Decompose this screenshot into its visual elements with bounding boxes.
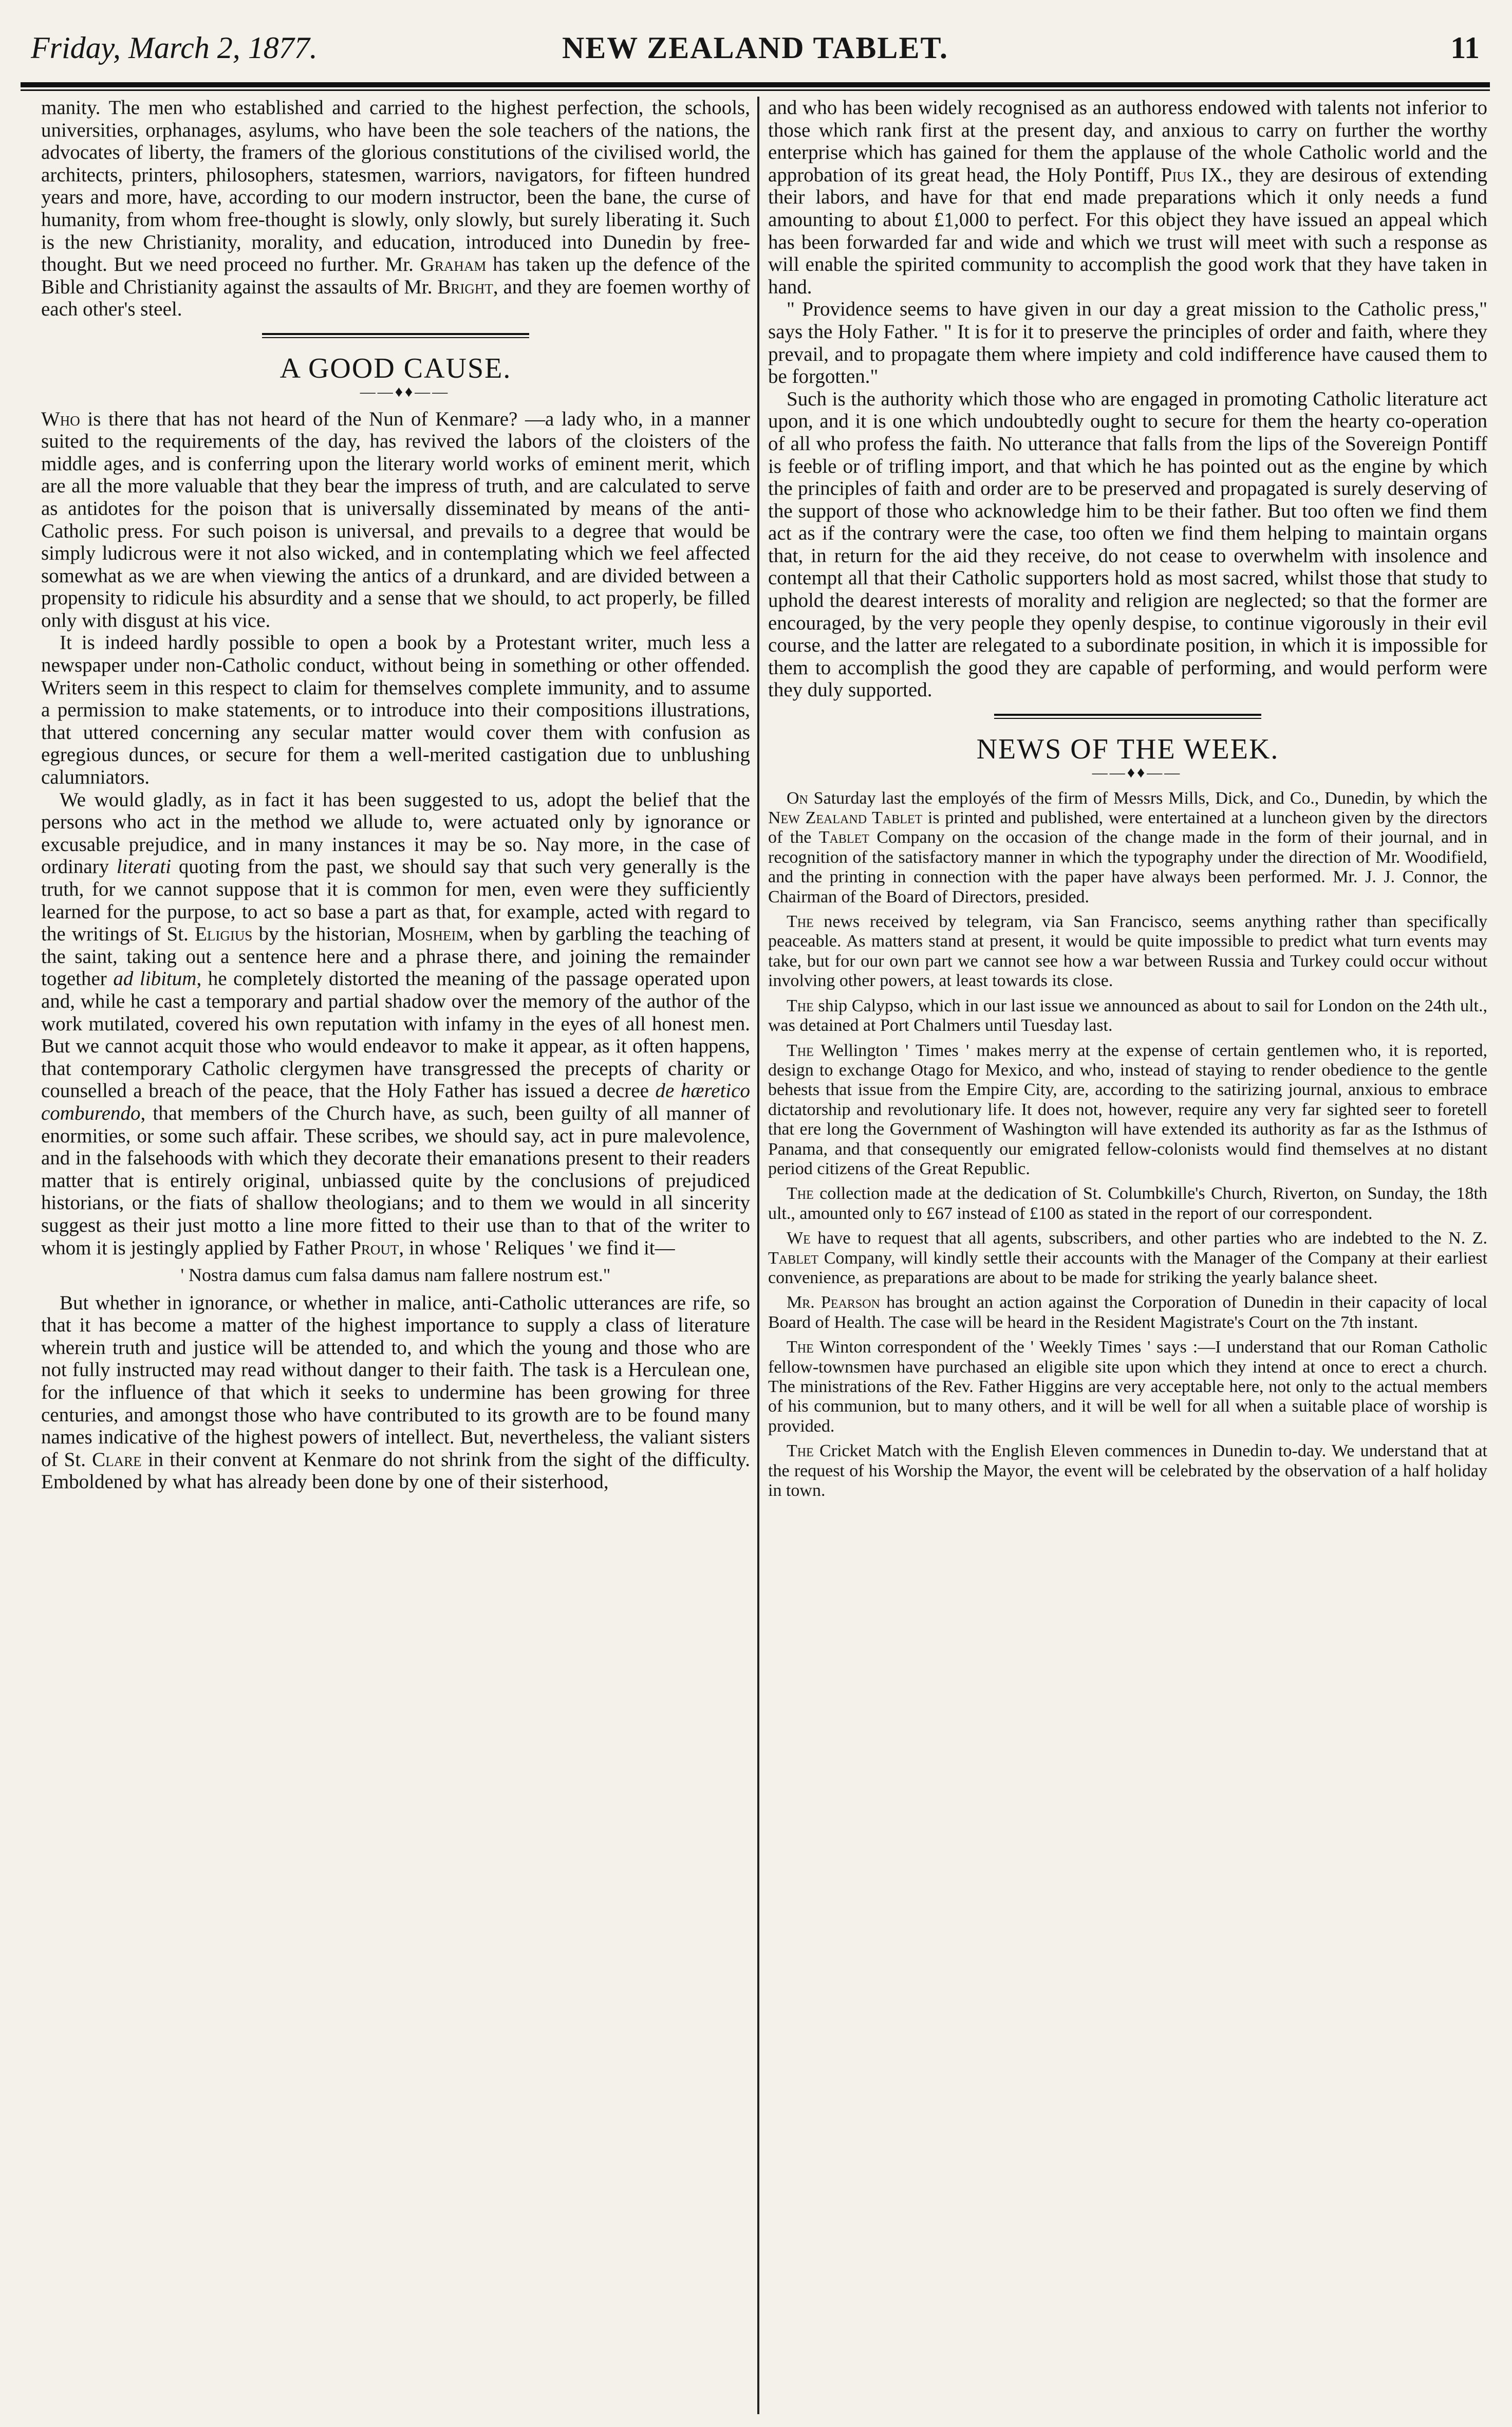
paper-name: Tablet: [768, 1248, 819, 1268]
text-run: has brought an action against the Corporation of Dunedin in their capacity of local Board of Health. The case will be heard in the Resident Magistrate's Court on the 7th instant.: [768, 1293, 1487, 1332]
article-paragraph: " Providence seems to have given in our day a great mission to the Catholic press," says the Holy Father. " It is for it to preserve the principles of order and faith, where they prevail, and to propagate them where impiety and cold indifference have caused them to be forgotten.": [768, 298, 1487, 388]
text-run: in their convent at Kenmare do not shrink from the sight of the difficulty. Emboldened by what has already been done by one of their sisterhood,: [41, 1448, 750, 1493]
article-heading-good-cause: A GOOD CAUSE.: [279, 352, 512, 384]
lead-word: Who: [41, 407, 80, 430]
name-clare: Clare: [92, 1448, 142, 1471]
text-run: ship Calypso, which in our last issue we announced as about to sail for London on the 24th ult., was detained at Port Chalmers until Tuesday last.: [768, 996, 1487, 1035]
article-paragraph: [41, 1292, 750, 1493]
text-run: news received by telegram, via San Francisco, seems anything rather than specifically peaceable. As matters stand at present, it would be quite impossible to predict what turn events may take, but for our own part we cannot see how a war between Russia and Turkey could occur without involving other powers, at least towards its close.: [768, 912, 1487, 991]
lead-word: The: [787, 912, 814, 932]
article-paragraph: [768, 97, 1487, 298]
text-run: have to request that all agents, subscribers, and other parties who are indebted to the N. Z.: [817, 1229, 1487, 1248]
lead-word: Mr. Pearson: [787, 1293, 880, 1312]
left-column: [41, 97, 750, 2414]
section-rule: [994, 714, 1261, 716]
article-paragraph: It is indeed hardly possible to open a book by a Protestant writer, much less a newspaper under non-Catholic conduct, without being in something or other offended. Writers seem in this respect to claim for themselves complete immunity, and to assume a permission to make statements, or to introduce into their compositions illustrations, that uttered concerning any secular matter would cover them with confusion as egregious dunces, or secure for them a well-merited castigation due to unblushing calumniators.: [41, 632, 750, 789]
header-rule-thin: [21, 89, 1490, 91]
text-run: Company, will kindly settle their accounts with the Manager of the Company at their earliest convenience, as preparations are about to be made for striking the yearly balance sheet.: [768, 1248, 1487, 1287]
text-run: collection made at the dedication of St. Columbkille's Church, Riverton, on Sunday, the 18th ult., amounted only to £67 instead of £100 as stated in the report of our correspondent.: [768, 1184, 1487, 1223]
news-item: [768, 996, 1487, 1036]
article-paragraph: Such is the authority which those who are engaged in promoting Catholic literature act upon, and it is one which undoubtedly ought to secure for them the hearty co-operation of all who profess the faith. No utterance that falls from the lips of the Sovereign Pontiff is feeble or of trifling import, and that which he has pointed out as the engine by which the principles of faith and order are to be preserved and propagated is surely deserving of the support of those who acknowledge him to be their father. But too often we find them act as if the contrary were the case, too often we find them helping to maintain organs that, in return for the aid they receive, do not cease to overwhelm with insolence and contempt all that their Catholic supporters hold as most sacred, whilst those that study to uphold the dearest interests of morality and religion are neglected; so that the former are encouraged, by the very people they openly despise, to continue vigorously in their evil course, and the latter are relegated to a subordinate position, in which it is impossible for them to accomplish the good they are capable of performing, and would perform were they duly supported.: [768, 387, 1487, 701]
news-item: [768, 1229, 1487, 1288]
news-item: [768, 789, 1487, 907]
name-prout: Prout: [350, 1236, 399, 1259]
heading-ornament: ——♦♦——: [1092, 764, 1182, 781]
text-run: and who has been widely recognised as an authoress endowed with talents not inferior to those which rank first at the present day, and anxious to carry on further the worthy enterprise which has gained for them the applause of the whole Catholic world and the approbation of its great head, the Holy Pontiff,: [768, 97, 1487, 186]
paper-name: New Zealand Tablet: [768, 808, 923, 828]
article-paragraph: [41, 789, 750, 1259]
italic-term: literati: [116, 856, 172, 878]
text-run: , and they are foemen worthy of each other's steel.: [41, 275, 750, 321]
name-mosheim: Mosheim: [397, 923, 469, 946]
lead-word: On: [787, 788, 808, 808]
header-rule: [21, 82, 1490, 87]
text-run: , that members of the Church have, as such, been guilty of all manner of enormities, or some such affair. These scribes, we should say, act in pure malevolence, and in the falsehoods with which they decorate their emanations present to their readers matter that is entirely original, unbiassed quite by the conclusions of prejudiced historians, or the fiats of shallow theologians; and to them we would in all sincerity suggest as their just motto a line more fitted to their use than to that of the writer to whom it is jestingly applied by Father: [41, 1102, 750, 1259]
lead-word: The: [787, 1338, 814, 1357]
text-run: But whether in ignorance, or whether in malice, anti-Catholic utterances are rife, so that it has become a matter of the highest importance to supply a class of literature wherein truth and justice will be attended to, and which the young and those who are not fully instructed may read without danger to their faith. The task is a Herculean one, for the influence of that which it seeks to undermine has been growing for three centuries, and amongst those who have contributed to its growth are to be found many names indicative of the highest powers of intellect. But, nevertheless, the valiant sisters of St.: [41, 1291, 750, 1471]
heading-ornament: ——♦♦——: [360, 383, 450, 400]
news-item: [768, 1041, 1487, 1179]
news-item: [768, 1441, 1487, 1500]
article-paragraph: [41, 408, 750, 632]
right-column: [768, 97, 1487, 2414]
lead-word: The: [787, 1184, 814, 1203]
text-run: Winton correspondent of the ' Weekly Times ' says :—I understand that our Roman Catholic fellow-townsmen have purchased an eligible site upon which they intend at once to erect a church. The ministrations of the Rev. Father Higgins are very acceptable here, not only to the actual members of his communion, but to many others, and it will be well for all when a suitable place of worship is provided.: [768, 1338, 1487, 1436]
text-run: by the historian,: [258, 923, 391, 946]
text-run: , they are desirous of extending their labors, and have for that end made preparations which it only needs a fund amounting to about £1,000 to perfect. For this object they have issued an appeal which has been forwarded far and wide and which we trust will meet with such a response as will enable the spirited community to accomplish the good work that they have taken in hand.: [768, 163, 1487, 298]
page-number: 11: [1450, 30, 1480, 65]
text-run: We would gladly, as in fact it has been suggested to us, adopt the belief that the persons who act in the method we allude to, were actuated only by ignorance or excusable prejudice, and in many instances it may be so. Nay more, in the case of ordinary: [41, 788, 750, 878]
text-run: , when by garbling the teaching of the saint, taking out a sentence here and a phrase there, and joining the remainder together: [41, 923, 750, 990]
text-run: Saturday last the employés of the firm of Messrs Mills, Dick, and Co., Dunedin, by which the: [813, 788, 1487, 808]
paper-name: Tablet: [818, 828, 869, 847]
italic-term: de hæretico comburendo: [41, 1080, 750, 1124]
text-run: is there that has not heard of the Nun of Kenmare? —a lady who, in a manner suited to the requirements of the day, has revived the labors of the cloisters of the middle ages, and is conferring upon the literary world works of eminent merit, which are all the more valuable that they bear the impress of truth, and are calculated to serve as antidotes for the poison that is universally disseminated by means of the anti-Catholic press. For such poison is universal, and prevails to a degree that would be simply ludicrous were it not also wicked, and in contemplating which we feel affected somewhat as we are when viewing the antics of a drunkard, and are divided between a propensity to ridicule his absurdity and a sense that we should, to act properly, be filled only with disgust at his vice.: [41, 407, 750, 632]
text-run: has taken up the defence of the Bible and Christianity against the assaults of Mr.: [41, 253, 750, 298]
name-bright: Bright: [437, 275, 493, 298]
lead-word: We: [787, 1229, 811, 1248]
section-rule-thin: [262, 337, 529, 338]
section-rule-thin: [994, 718, 1261, 719]
lead-word: The: [787, 1441, 814, 1461]
latin-quote: ' Nostra damus cum falsa damus nam fallere nostrum est.": [180, 1265, 611, 1286]
italic-term: ad libitum: [113, 968, 197, 990]
masthead: [31, 20, 1480, 76]
news-item: [768, 1293, 1487, 1332]
text-run: quoting from the past, we should say that such very generally is the truth, for we cannot suppose that it is common for men, even were they sufficiently learned for the purpose, to act so base a part as that, for example, acted with regard to the writings of St.: [41, 856, 750, 946]
text-run: , he completely distorted the meaning of the passage operated upon and, while he cast a temporary and partial shadow over the memory of the author of the work mutilated, covered his own reputation with infamy in the eyes of all honest men. But we cannot acquit those who would endeavor to make it appear, as it often happens, that contemporary Catholic clergymen have transgressed the precepts of charity or counselled a breach of the peace, that the Holy Father has issued a decree: [41, 968, 750, 1102]
news-item: [768, 1184, 1487, 1224]
text-run: Cricket Match with the English Eleven commences in Dunedin to-day. We understand that at the request of his Worship the Mayor, the event will be celebrated by the observation of a half holiday in town.: [768, 1441, 1487, 1500]
news-item: [768, 912, 1487, 991]
newspaper-title: NEW ZEALAND TABLET.: [562, 30, 949, 65]
article-heading-news-of-week: NEWS OF THE WEEK.: [976, 733, 1279, 766]
name-graham: Graham: [420, 253, 487, 276]
lead-word: The: [787, 1041, 814, 1060]
name-eligius: Eligius: [195, 923, 253, 946]
section-rule: [262, 333, 529, 335]
issue-date: Friday, March 2, 1877.: [31, 30, 318, 65]
column-divider: [757, 97, 759, 2414]
article-continuation: [41, 97, 750, 321]
lead-word: The: [787, 996, 814, 1015]
text-run: , in whose ' Reliques ' we find it—: [399, 1236, 675, 1259]
name-pius: Pius IX.: [1161, 163, 1227, 186]
news-items: [768, 789, 1487, 1501]
news-item: [768, 1338, 1487, 1436]
text-run: manity. The men who established and carried to the highest perfection, the schools, universities, orphanages, asylums, who have been the sole teachers of the nations, the advocates of liberty, the framers of the glorious constitutions of the civilised world, the architects, printers, philosophers, statesmen, warriors, navigators, for fifteen hundred years and more, have, according to our modern instructor, been the bane, the curse of humanity, from whom free-thought is slowly, only slowly, but surely liberating it. Such is the new Christianity, morality, and education, introduced into Dunedin by free-thought. But we need proceed no further. Mr.: [41, 97, 750, 276]
text-run: is printed and published, were entertained at a luncheon given by the directors of the: [768, 808, 1487, 847]
text-run: Wellington ' Times ' makes merry at the expense of certain gentlemen who, it is reported, design to exchange Otago for Mexico, and who, instead of staying to render obedience to the gentle behests that issue from the Empire City, are, according to the satirizing journal, anxious to embrace dictatorship and revolutionary life. It does not, however, require any very far sighted seer to foretell that ere long the Government of Washington will have extended its authority as far as the Isthmus of Panama, and that consequently our emigrated fellow-colonists would find themselves at no distant period citizens of the Great Republic.: [768, 1041, 1487, 1178]
text-run: Company on the occasion of the change made in the form of their journal, and in recognition of the satisfactory manner in which the typography under the direction of Mr. Woodifield, and the printing in connection with the paper have always been performed. Mr. J. J. Connor, the Chairman of the Board of Directors, presided.: [768, 828, 1487, 906]
